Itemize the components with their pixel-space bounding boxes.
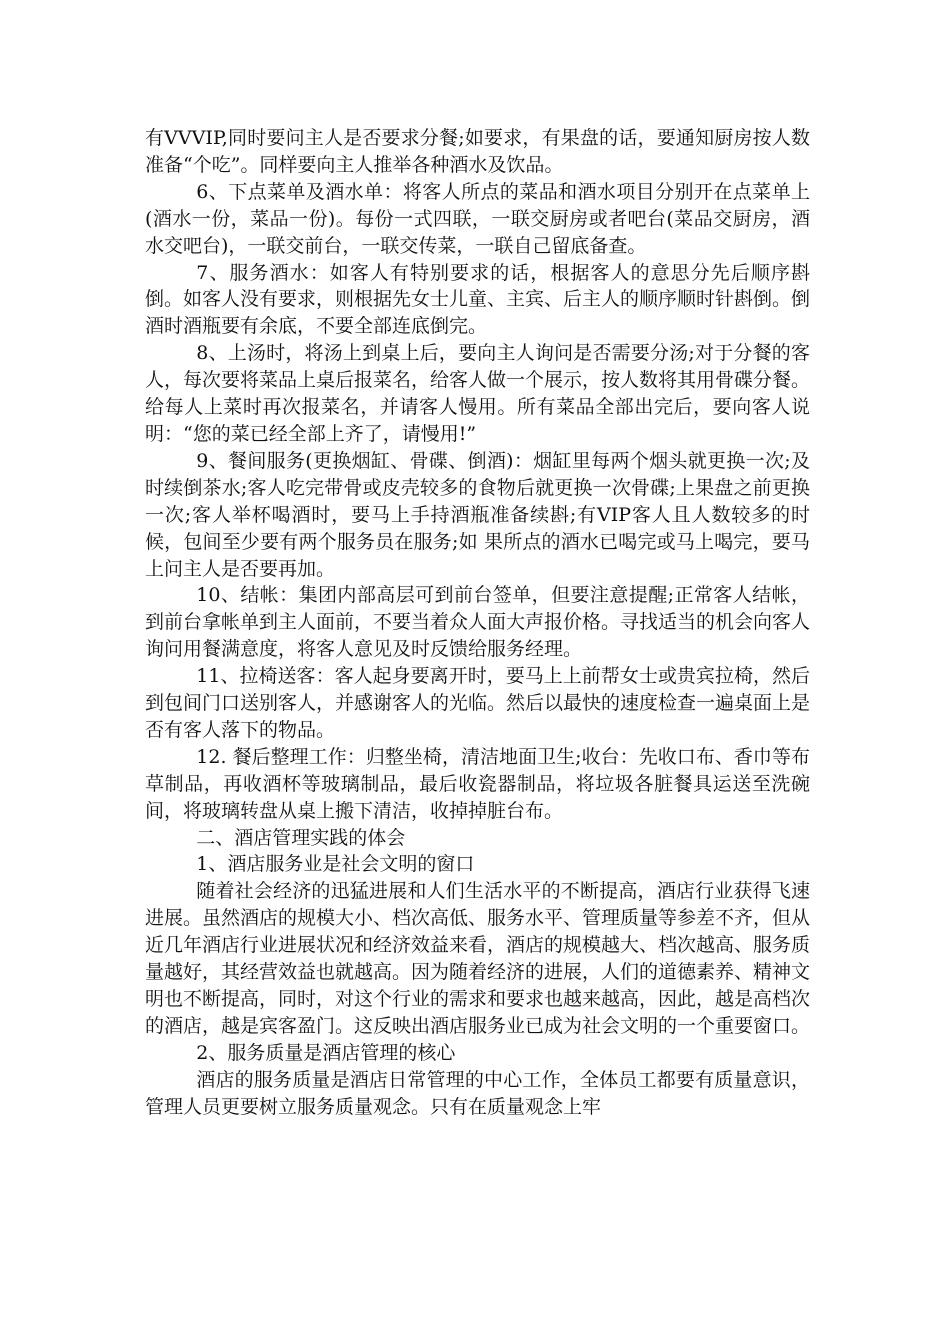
paragraph-3: 7、服务酒水：如客人有特别要求的话，根据客人的意思分先后顺序斟倒。如客人没有要求，则根据先女士儿童、主宾、后主人的顺序顺时针斟倒。倒酒时酒瓶要有余底，不要全部连底倒完。 bbox=[145, 261, 811, 338]
paragraph-10: 酒店的服务质量是酒店日常管理的中心工作，全体员工都要有质量意识，管理人员更要树立服务质量观念。只有在质量观念上牢 bbox=[145, 1068, 810, 1118]
subsection-heading-1: 1、酒店服务业是社会文明的窗口 bbox=[196, 853, 475, 876]
paragraph-8: 12. 餐后整理工作：归整坐椅，清洁地面卫生;收台：先收口布、香巾等布草制品，再收酒杯等玻璃制品，最后收瓷器制品，将垃圾各脏餐具运送至洗碗间，将玻璃转盘从桌上搬下清洁，收掉掉脏台布。 bbox=[145, 745, 810, 822]
paragraph-7: 11、拉椅送客：客人起身要离开时，要马上上前帮女士或贵宾拉椅，然后到包间门口送别客人，并感谢客人的光临。然后以最快的速度检查一遍桌面上是否有客人落下的物品。 bbox=[145, 665, 811, 741]
subsection-heading-2: 2、服务质量是酒店管理的核心 bbox=[196, 1041, 456, 1064]
paragraph-9: 随着社会经济的迅猛进展和人们生活水平的不断提高，酒店行业获得飞速进展。虽然酒店的规模大小、档次高低、服务水平、管理质量等参差不齐，但从近几年酒店行业进展状况和经济效益来看，酒店的规模越大、档次越高、服务质量越好，其经营效益也就越高。因为随着经济的进展，人们的道德素养、精神文明也不断提高，同时，对这个行业的需求和要求也越来越高，因此，越是高档次的酒店，越是宾客盈门。这反映出酒店服务业已成为社会文明的一个重要窗口。 bbox=[145, 880, 811, 1037]
paragraph-6: 10、结帐：集团内部高层可到前台签单，但要注意提醒;正常客人结帐，到前台拿帐单到主人面前，不要当着众人面大声报价格。寻找适当的机会向客人询问用餐满意度，将客人意见及时反馈给服务经理。 bbox=[145, 584, 811, 661]
paragraph-2: 6、下点菜单及酒水单：将客人所点的菜品和酒水项目分别开在点菜单上(酒水一份，菜品一份)。每份一式四联，一联交厨房或者吧台(菜品交厨房，酒水交吧台)，一联交前台，一联交传菜，一联自己留底备查。 bbox=[145, 180, 810, 257]
document-body bbox=[145, 125, 810, 1121]
paragraph-5: 9、餐间服务(更换烟缸、骨碟、倒酒)：烟缸里每两个烟头就更换一次;及时续倒茶水;客人吃完带骨或皮壳较多的食物后就更换一次骨碟;上果盘之前更换一次;客人举杯喝酒时，要马上手持酒瓶准备续斟;有VIP客人且人数较多的时候，包间至少要有两个服务员在服务;如 果所点的酒水已喝完或马上喝完，要马上问主人是否要再加。 bbox=[145, 449, 810, 580]
paragraph-4: 8、上汤时，将汤上到桌上后，要向主人询问是否需要分汤;对于分餐的客人，每次要将菜品上桌后报菜名，给客人做一个展示，按人数将其用骨碟分餐。给每人上菜时再次报菜名，并请客人慢用。所有菜品全部出完后，要向客人说明：“您的菜已经全部上齐了，请慢用!” bbox=[145, 342, 811, 445]
section-heading: 二、酒店管理实践的体会 bbox=[196, 826, 406, 849]
paragraph-1: 有VVVIP,同时要问主人是否要求分餐;如要求，有果盘的话，要通知厨房按人数准备“个吃”。同样要向主人推举各种酒水及饮品。 bbox=[145, 127, 810, 176]
